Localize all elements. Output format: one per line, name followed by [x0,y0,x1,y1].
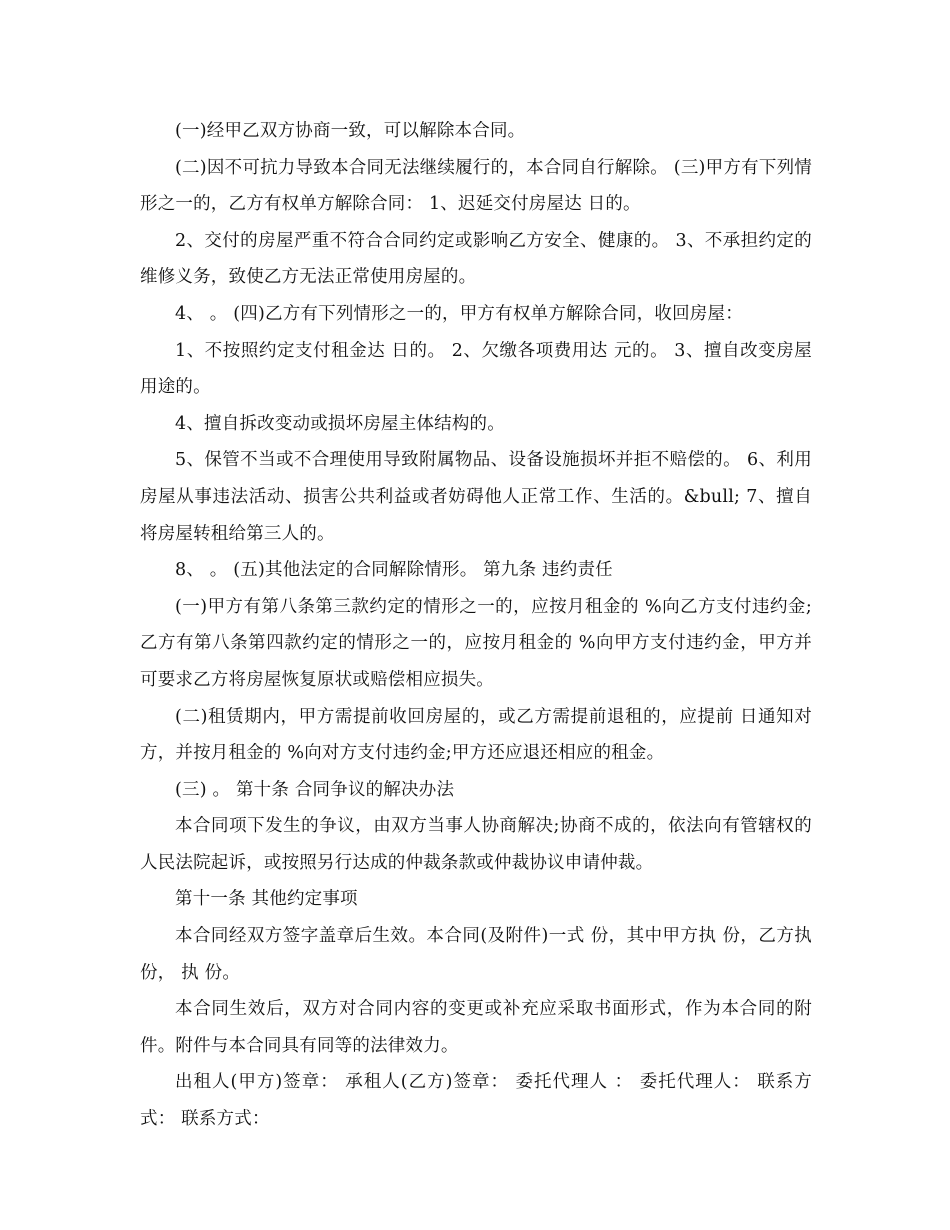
paragraph-signatures: 出租人(甲方)签章： 承租人(乙方)签章： 委托代理人 ： 委托代理人： 联系方式： 联系方式： [140,1072,812,1130]
paragraph-dispute-resolution: 本合同项下发生的争议，由双方当事人协商解决;协商不成的，依法向有管辖权的人民法院起诉，或按照另行达成的仲裁条款或仲裁协议申请仲裁。 [140,816,812,873]
paragraph-damage-illegal-sublet: 5、保管不当或不合理使用导致附属物品、设备设施损坏并拒不赔偿的。 6、利用房屋从事违法活动、损害公共利益或者妨碍他人正常工作、生活的。&bull; 7、擅自将房屋转租给第三人的。 [140,450,812,544]
paragraph-force-majeure: (二)因不可抗力导致本合同无法继续履行的，本合同自行解除。 (三)甲方有下列情形之一的，乙方有权单方解除合同： 1、迟延交付房屋达 日的。 [140,157,812,215]
paragraph-early-termination: (二)租赁期内，甲方需提前收回房屋的，或乙方需提前退租的，应提前 日通知对方，并按月租金的 %向对方支付违约金;甲方还应退还相应的租金。 [140,706,812,764]
paragraph-article-nine-heading: 8、 。 (五)其他法定的合同解除情形。 第九条 违约责任 [175,560,613,581]
paragraph-penalty-rates: (一)甲方有第八条第三款约定的情形之一的，应按月租金的 %向乙方支付违约金;乙方有第八条第四款约定的情形之一的，应按月租金的 %向甲方支付违约金，甲方并可要求乙方将房屋恢复原状或赔偿相应损失。 [140,596,812,690]
paragraph-lessor-breach-items: 2、交付的房屋严重不符合合同约定或影响乙方安全、健康的。 3、不承担约定的维修义务，致使乙方无法正常使用房屋的。 [140,230,812,288]
paragraph-copies-effectiveness: 本合同经双方签字盖章后生效。本合同(及附件)一式 份，其中甲方执 份，乙方执 份， 执 份。 [140,926,812,983]
paragraph-lessee-breach-items: 1、不按照约定支付租金达 日的。 2、欠缴各项费用达 元的。 3、擅自改变房屋用途的。 [140,340,812,398]
paragraph-structure-damage: 4、擅自拆改变动或损坏房屋主体结构的。 [175,413,505,434]
paragraph-article-eleven-heading: 第十一条 其他约定事项 [175,889,358,910]
paragraph-article-ten-heading: (三) 。 第十条 合同争议的解决办法 [175,779,455,800]
paragraph-lessee-breach-intro: 4、 。 (四)乙方有下列情形之一的，甲方有权单方解除合同，收回房屋： [175,303,743,324]
paragraph-termination-by-agreement: (一)经甲乙双方协商一致，可以解除本合同。 [175,121,526,141]
paragraph-amendments: 本合同生效后，双方对合同内容的变更或补充应采取书面形式，作为本合同的附件。附件与本合同具有同等的法律效力。 [140,999,812,1056]
document-body [140,113,812,1138]
